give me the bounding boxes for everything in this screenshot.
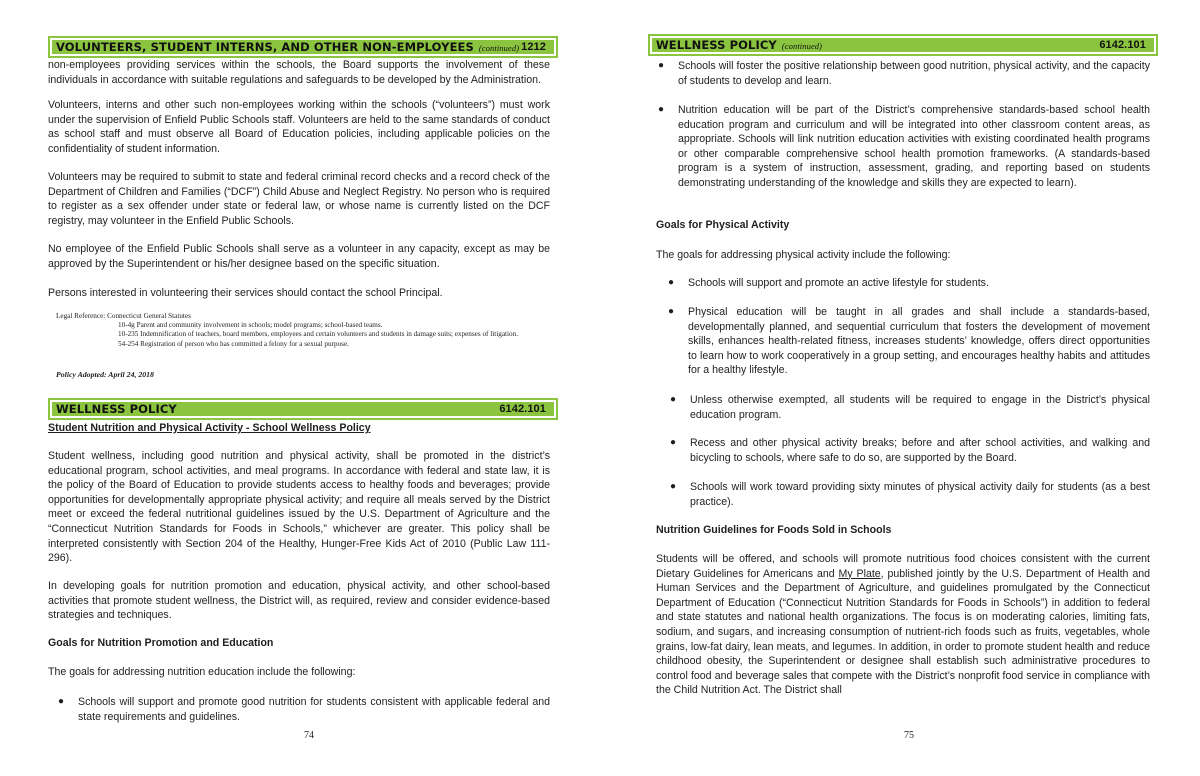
list-item xyxy=(668,393,1150,422)
section-title: VOLUNTEERS, STUDENT INTERNS, AND OTHER NON-EMPLOYEES xyxy=(56,40,474,54)
legal-line: 10-4g Parent and community involvement in schools; model programs; school-based teams. xyxy=(118,321,383,330)
goals-intro: The goals for addressing nutrition education include the following: xyxy=(48,666,356,678)
paragraph-text: Students will be offered, and schools will promote nutritious food choices consistent with the current Dietary Guidelines for Americans and xyxy=(656,553,1150,580)
legal-line: Legal Reference: Connecticut General Statutes xyxy=(56,312,191,320)
policy-adopted: Policy Adopted: April 24, 2018 xyxy=(56,370,154,379)
page-number: 74 xyxy=(304,730,314,741)
goals-nutrition-heading: Goals for Nutrition Promotion and Education xyxy=(48,637,274,649)
legal-line: 10-235 Indemnification of teachers, board members, employees and certain volunteers and students in damage suits; expenses of litigation. xyxy=(118,330,518,339)
paragraph: Persons interested in volunteering their services should contact the school Principal. xyxy=(48,287,443,299)
list-item xyxy=(668,480,1150,509)
bullet-text: Recess and other physical activity breaks; before and after school activities, and walking and bicycling to schools, where safe to do so, are supported by the Board. xyxy=(690,437,1150,464)
paragraph: Volunteers may be required to submit to state and federal criminal record checks and a record check of the Department of Children and Families (“DCF”) Child Abuse and Neglect Registry. No person who is required to register as a sex offender under state or federal law, or whose name is currently listed on the DCF registry, may volunteer in the Enfield Public Schools. xyxy=(48,171,550,227)
bullet-text: Nutrition education will be part of the District’s comprehensive standards-based school health education program and curriculum and will be integrated into other classroom content areas, as appropriate. Schools will link nutrition education activities with existing coordinated health programs or other comparable comprehensive school health promotion frameworks. (A standards-based program is a system of instruction, assessment, grading, and reporting based on students demonstrating understanding of the knowledge and skills they are expected to learn). xyxy=(678,104,1150,189)
bullet-text: Unless otherwise exempted, all students will be required to engage in the District’s physical education program. xyxy=(690,394,1150,421)
continued-label: (continued) xyxy=(478,43,520,53)
list-item xyxy=(666,305,1150,378)
my-plate-link[interactable]: My Plate xyxy=(838,567,881,580)
subtitle: Student Nutrition and Physical Activity - School Wellness Policy xyxy=(48,422,371,434)
section-header-wellness-continued xyxy=(648,34,1158,56)
paragraph: In developing goals for nutrition promotion and education, physical activity, and other school-based activities that promote student wellness, the District will, as required, review and consider evidence-based strategies and techniques. xyxy=(48,580,550,622)
bullet-text: Schools will work toward providing sixty minutes of physical activity daily for students (as a best practice). xyxy=(690,481,1150,508)
legal-line: 54-254 Registration of person who has committed a felony for a sexual purpose. xyxy=(118,339,349,348)
section-header-volunteers xyxy=(48,36,558,58)
policy-number: 1212 xyxy=(521,41,546,53)
continued-label: (continued) xyxy=(781,41,823,51)
list-item xyxy=(656,59,1150,88)
paragraph-text: , published jointly by the U.S. Department of Health and Human Services and the Department of Agriculture, and guidelines promulgated by the Connecticut Department of Education (“Connecticut Nutrition Standards for Foods in Schools”) in addition to federal and state statutes and national health organizations. The focus is on moderating calories, limiting fats, sodium, and sugars, and increasing consumption of nutrient-rich foods such as fruits, vegetables, whole grains, low-fat dairy, lean meats, and legumes. In addition, in order to promote student health and reduce childhood obesity, the Superintendent or designee shall establish such administrative procedures to control food and beverage sales that compete with the District’s nonprofit food service in compliance with the Child Nutrition Act. The District shall xyxy=(656,567,1150,697)
bullet-icon: ● xyxy=(669,437,677,448)
goals-pa-heading: Goals for Physical Activity xyxy=(656,219,790,231)
bullet-icon: ● xyxy=(657,104,665,115)
list-item xyxy=(56,695,550,724)
list-item xyxy=(668,436,1150,465)
policy-number: 6142.101 xyxy=(1099,39,1146,51)
nutrition-guidelines-heading: Nutrition Guidelines for Foods Sold in Schools xyxy=(656,524,892,536)
bullet-text: Physical education will be taught in all grades and shall include a standards-based, developmentally planned, and sequential curriculum that fosters the development of movement skills, enhances health-related fitness, increases students’ knowledge, offers direct opportunities to learn how to work cooperatively in a group setting, and encourages healthy habits and attitudes for a healthy lifestyle. xyxy=(688,306,1150,377)
bullet-icon: ● xyxy=(57,696,65,707)
bullet-icon: ● xyxy=(657,60,665,71)
paragraph: Volunteers, interns and other such non-employees working within the schools (“volunteers”) must work under the supervision of Enfield Public Schools staff. Volunteers are held to the same standards of conduct as school staff and must observe all Board of Education policies, including applicable policies on the confidentiality of student information. xyxy=(48,99,550,155)
bullet-icon: ● xyxy=(669,394,677,405)
goals-intro: The goals for addressing physical activity include the following: xyxy=(656,249,951,261)
section-header-wellness xyxy=(48,398,558,420)
list-item xyxy=(666,276,1150,291)
page-number: 75 xyxy=(904,730,914,741)
bullet-icon: ● xyxy=(669,481,677,492)
page-75 xyxy=(600,0,1200,776)
paragraph: non-employees providing services within the schools, the Board supports the involvement of these individuals in accordance with suitable regulations and safeguards to be developed by the Administration. xyxy=(48,59,550,86)
bullet-icon: ● xyxy=(667,306,675,317)
legal-reference xyxy=(56,312,558,349)
bullet-text: Schools will support and promote good nutrition for students consistent with applicable federal and state requirements and guidelines. xyxy=(78,696,550,723)
bullet-icon: ● xyxy=(667,277,675,288)
section-title: WELLNESS POLICY xyxy=(656,38,777,52)
bullet-text: Schools will support and promote an active lifestyle for students. xyxy=(688,277,989,289)
bullet-text: Schools will foster the positive relationship between good nutrition, physical activity, and the capacity of students to develop and learn. xyxy=(678,60,1150,87)
paragraph: Student wellness, including good nutrition and physical activity, shall be promoted in the district’s educational program, school activities, and meal programs. In accordance with federal and state law, it is the policy of the Board of Education to provide students access to healthy foods and beverages; provide opportunities for developmentally appropriate physical activity; and require all meals served by the District meet or exceed the federal nutritional guidelines issued by the U.S. Department of Agriculture and the “Connecticut Nutrition Standards for Foods in Schools,” whichever are greater. This policy shall be interpreted consistently with Section 204 of the Healthy, Hunger-Free Kids Act of 2010 (Public Law 111-296). xyxy=(48,450,550,565)
paragraph: No employee of the Enfield Public Schools shall serve as a volunteer in any capacity, except as may be approved by the Superintendent or his/her designee based on the specific situation. xyxy=(48,243,550,270)
section-title: WELLNESS POLICY xyxy=(56,402,177,416)
list-item xyxy=(656,103,1150,191)
paragraph xyxy=(656,552,1150,698)
policy-number: 6142.101 xyxy=(499,403,546,415)
